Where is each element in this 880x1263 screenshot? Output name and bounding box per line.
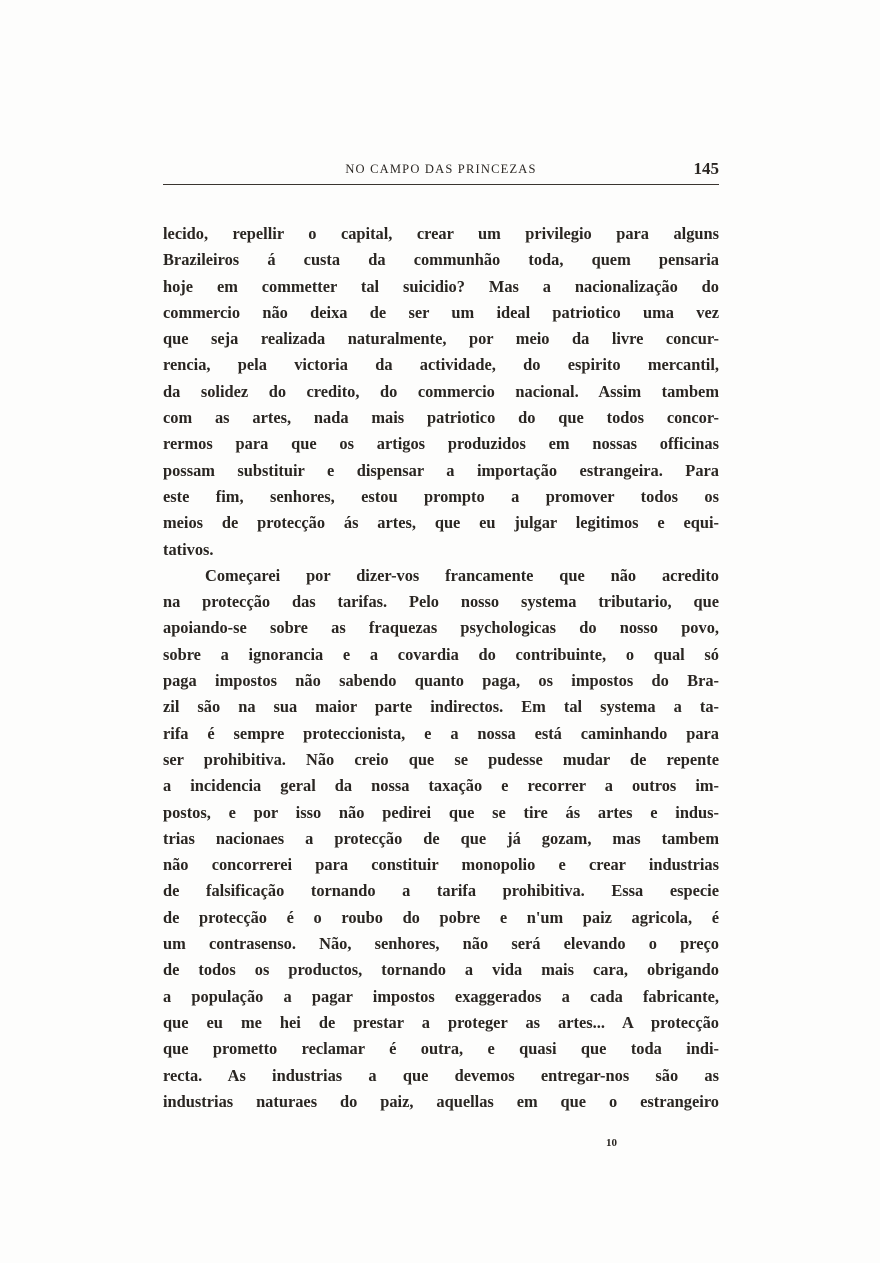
text-line: rencia, pela victoria da actividade, do espirito mercantil,: [163, 355, 719, 375]
body-text: [163, 221, 719, 1115]
text-line: zil são na sua maior parte indirectos. Em tal systema a ta-: [163, 697, 719, 717]
text-line: lecido, repellir o capital, crear um privilegio para alguns: [163, 224, 719, 243]
text-line: hoje em commetter tal suicidio? Mas a nacionalização do: [163, 276, 719, 296]
text-line: Brazileiros á custa da communhão toda, quem pensaria: [163, 250, 719, 270]
text-line: que prometto reclamar é outra, e quasi que toda indi-: [163, 1039, 719, 1059]
page-header: [163, 160, 719, 180]
page-number: 145: [693, 159, 719, 178]
signature-mark: 10: [606, 1137, 617, 1149]
text-line: rifa é sempre proteccionista, e a nossa está caminhando para: [163, 723, 719, 743]
text-line: ser prohibitiva. Não creio que se pudesse mudar de repente: [163, 749, 719, 769]
text-line: paga impostos não sabendo quanto paga, os impostos do Bra-: [163, 671, 719, 691]
text-line: commercio não deixa de ser um ideal patriotico uma vez: [163, 302, 719, 322]
text-line: de falsificação tornando a tarifa prohibitiva. Essa especie: [163, 881, 719, 901]
text-line: de todos os productos, tornando a vida mais cara, obrigando: [163, 960, 719, 980]
text-line: da solidez do credito, do commercio nacional. Assim tambem: [163, 381, 719, 401]
running-title: NO CAMPO DAS PRINCEZAS: [345, 162, 537, 176]
text-line: com as artes, nada mais patriotico do que todos concor-: [163, 408, 719, 428]
text-line: sobre a ignorancia e a covardia do contribuinte, o qual só: [163, 644, 719, 664]
text-line: tativos.: [163, 539, 214, 559]
text-line: apoiando-se sobre as fraquezas psychologicas do nosso povo,: [163, 618, 719, 638]
text-line: rermos para que os artigos produzidos em nossas officinas: [163, 434, 719, 454]
text-line: um contrasenso. Não, senhores, não será elevando o preço: [163, 934, 719, 954]
text-line: a população a pagar impostos exaggerados a cada fabricante,: [163, 986, 719, 1006]
text-line: que eu me hei de prestar a proteger as artes... A protecção: [163, 1012, 719, 1032]
text-line: não concorrerei para constituir monopolio e crear industrias: [163, 855, 719, 875]
text-line: postos, e por isso não pedirei que se tire ás artes e indus-: [163, 802, 719, 822]
text-line: de protecção é o roubo do pobre e n'um paiz agricola, é: [163, 907, 719, 927]
text-line: trias nacionaes a protecção de que já gozam, mas tambem: [163, 828, 719, 848]
text-line: meios de protecção ás artes, que eu julgar legitimos e equi-: [163, 513, 719, 533]
text-line: industrias naturaes do paiz, aquellas em que o estrangeiro: [163, 1091, 719, 1111]
text-line: a incidencia geral da nossa taxação e recorrer a outros im-: [163, 776, 719, 796]
text-line: este fim, senhores, estou prompto a promover todos os: [163, 486, 719, 506]
header-rule: [163, 184, 719, 185]
text-line: possam substituir e dispensar a importação estrangeira. Para: [163, 460, 719, 480]
text-line: que seja realizada naturalmente, por meio da livre concur-: [163, 329, 719, 349]
text-line: Começarei por dizer-vos francamente que não acredito: [205, 565, 719, 585]
text-line: recta. As industrias a que devemos entregar-nos são as: [163, 1065, 719, 1085]
text-line: na protecção das tarifas. Pelo nosso systema tributario, que: [163, 592, 719, 612]
